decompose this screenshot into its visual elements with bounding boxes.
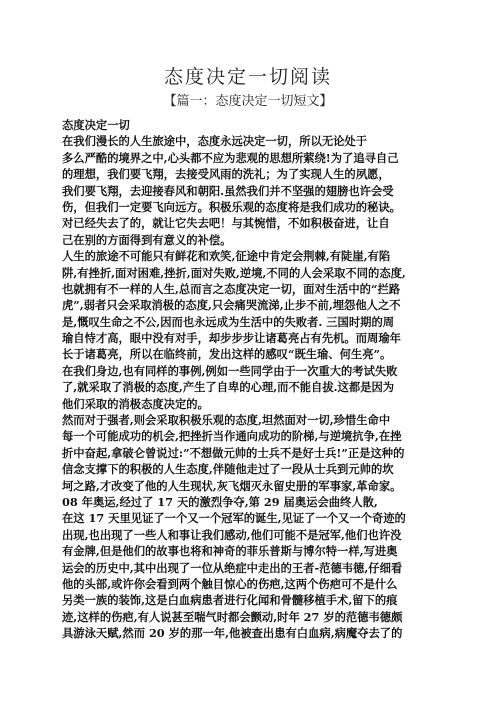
text-line: 具游泳天赋,然而 20 岁的那一年,他被查出患有白血病,病魔夺去了的 [62, 626, 403, 641]
text-line: 多么严酷的境界之中,心头都不应为悲观的思想所萦绕!为了追寻自己 [62, 150, 399, 165]
text-line: 人生的旅途不可能只有鲜花和欢笑,征途中肯定会荆棘,有陡崖,有陷 [62, 249, 391, 264]
text-line: 态度决定一切 [62, 118, 130, 132]
text-line: 也就拥有不一样的人生,总而言之态度决定一切，面对生活中的“拦路 [62, 281, 401, 296]
text-line: 每一个可能成功的机会,把挫折当作通向成功的阶梯,与逆境抗争,在挫 [62, 429, 402, 444]
text-line: 信念支撑下的积极的人生态度,伴随他走过了一段从士兵到元帅的坎 [62, 462, 394, 477]
section-heading: 【篇一：态度决定一切短文】 [163, 94, 333, 109]
text-line: 在我们漫长的人生旅途中，态度永远决定一切，所以无论处于 [62, 134, 368, 149]
text-line: 出现,也出现了一些人和事让我们感动,他们可能不是冠军,他们也许没 [62, 527, 402, 542]
text-line: 他的头部,或许你会看到两个触目惊心的伤疤,这两个伤疤可不是什么 [62, 576, 398, 591]
text-line: 对已经失去了的，就让它失去吧！与其惋惜，不如积极奋进，让自 [62, 216, 390, 231]
text-line: 在我们身边,也有同样的事例,例如一些同学由于一次重大的考试失败 [62, 363, 398, 378]
text-line: 伤，但我们一定要飞向远方。积极乐观的态度将是我们成功的秘诀。 [62, 199, 401, 214]
text-line: 折中奋起,拿破仑曾说过:”不想做元帅的士兵不是好士兵!”正是这种的 [62, 445, 405, 460]
text-line: 他们采取的消极态度决定的。 [62, 396, 209, 411]
text-line: 迹,这样的伤疤,有人说甚至喘气时都会颤动,时年 27 岁的范德韦德颇 [62, 609, 403, 624]
text-line: 阱,有挫折,面对困难,挫折,面对失败,逆境,不同的人会采取不同的态度, [62, 265, 406, 280]
text-line: 瑜自恃才高，眼中没有对手，却步步步让诸葛亮占有先机。而周瑜年 [62, 331, 401, 346]
text-line: 然而对于强者,则会采取积极乐观的态度,坦然面对一切,珍惜生命中 [62, 413, 391, 428]
text-line: 另类一族的装饰,这是白血病患者进行化闻和骨髓移植手术,留下的痕 [62, 593, 398, 608]
article-body [62, 117, 440, 642]
text-line: 有金牌,但是他们的故事也将和神奇的菲乐普斯与博尔特一样,写进奥 [62, 544, 398, 559]
text-line: 运会的历史中,其中出现了一位从绝症中走出的王者-范德韦德,仔细看 [62, 560, 403, 575]
text-line: 的理想，我们要飞翔，去接受风雨的洗礼；为了实现人生的夙愿， [62, 167, 390, 182]
text-line: 长于诸葛亮，所以在临终前，发出这样的感叹“既生瑜、何生亮”。 [62, 347, 392, 362]
text-line: 坷之路,才改变了他的人生现状,灰飞烟灭永留史册的军事家,革命家。 [62, 478, 402, 493]
text-line: 在这 17 天里见证了一个又一个冠军的诞生,见证了一个又一个奇迹的 [62, 511, 406, 526]
text-line: 了,就采取了消极的态度,产生了自卑的心理,而不能自拔.这都是因为 [62, 380, 395, 395]
text-line: 是,慨叹生命之不公,因而也永远成为生活中的失败者. 三国时期的周 [62, 314, 395, 329]
page-title: 态度决定一切阅读 [163, 66, 332, 88]
text-line: 08 年奥运,经过了 17 天的激烈争夺,第 29 届奥运会曲终人散, [62, 494, 378, 509]
text-line: 虎”,弱者只会采取消极的态度,只会痛哭流涕,止步不前,埋怨他人之不 [62, 298, 401, 313]
text-line: 己在别的方面得到有意义的补偿。 [62, 232, 232, 247]
text-line: 我们要飞翔，去迎接春风和朝阳.虽然我们并不坚强的翅膀也许会受 [62, 183, 394, 198]
